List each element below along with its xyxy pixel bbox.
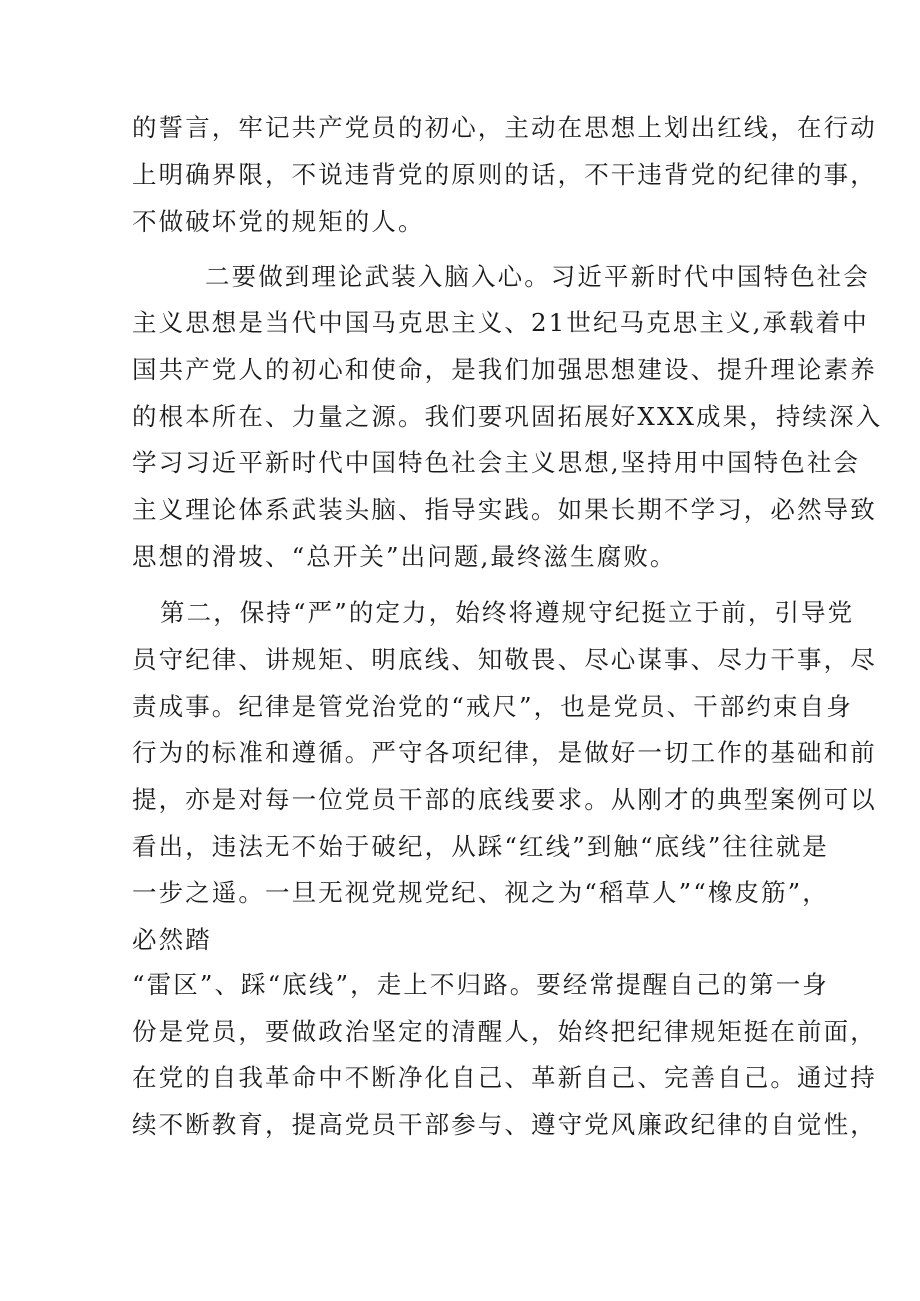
text-line: 学习习近平新时代中国特色社会主义思想,坚持用中国特色社会 <box>132 448 861 477</box>
text-line: 主义思想是当代中国马克思主义、21世纪马克思主义,承载着中 <box>132 308 869 337</box>
text-line: 看出，违法无不始于破纪，从踩“红线”到触“底线”往往就是 <box>132 832 829 861</box>
text-line: 主义理论体系武装头脑、指导实践。如果长期不学习，必然导致 <box>132 495 877 524</box>
text-line: 行为的标准和遵循。严守各项纪律，是做好一切工作的基础和前 <box>132 738 877 767</box>
text-line: 一步之遥。一旦无视党规党纪、视之为“稻草人”“橡皮筋”， <box>132 878 829 907</box>
text-line: 思想的滑坡、“总开关”出问题,最终滋生腐败。 <box>132 542 677 571</box>
text-line: 国共产党人的初心和使命，是我们加强思想建设、提升理论素养 <box>132 355 877 384</box>
text-line: 的根本所在、力量之源。我们要巩固拓展好XXX成果，持续深入 <box>132 402 883 431</box>
text-line: 上明确界限，不说违背党的原则的话，不干违背党的纪律的事， <box>132 160 877 189</box>
text-line: 不做破坏党的规矩的人。 <box>132 207 425 236</box>
text-line: 二要做到理论武装入脑入心。习近平新时代中国特色社会 <box>205 262 870 291</box>
text-line: 在党的自我革命中不断净化自己、革新自己、完善自己。通过持 <box>132 1063 877 1092</box>
text-line: 的誓言，牢记共产党员的初心，主动在思想上划出红线，在行动 <box>132 113 877 142</box>
text-line: 第二，保持“严”的定力，始终将遵规守纪挺立于前，引导党 <box>160 598 855 627</box>
text-line: “雷区”、踩“底线”，走上不归路。要经常提醒自己的第一身 <box>132 970 829 999</box>
text-line: 提，亦是对每一位党员干部的底线要求。从刚才的典型案例可以 <box>132 785 877 814</box>
text-line: 员守纪律、讲规矩、明底线、知敬畏、尽心谋事、尽力干事，尽 <box>132 645 877 674</box>
text-line: 责成事。纪律是管党治党的“戒尺”，也是党员、干部约束自身 <box>132 692 853 721</box>
text-line: 续不断教育，提高党员干部参与、遵守党风廉政纪律的自觉性， <box>132 1110 877 1139</box>
text-line: 必然踏 <box>132 925 212 954</box>
text-line: 份是党员，要做政治坚定的清醒人，始终把纪律规矩挺在前面， <box>132 1017 877 1046</box>
